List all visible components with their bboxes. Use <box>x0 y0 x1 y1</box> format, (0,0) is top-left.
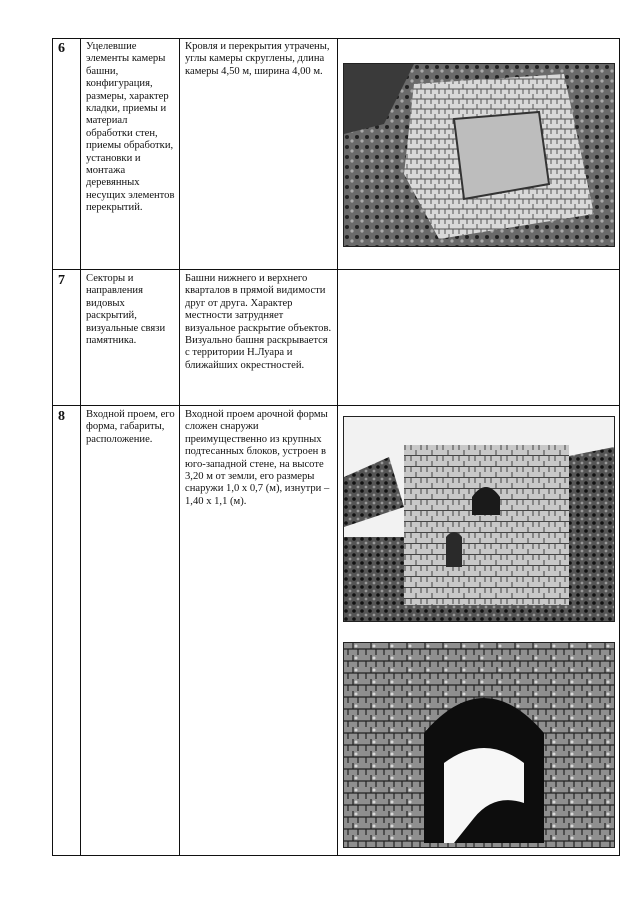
monument-table <box>52 38 620 856</box>
photo-entrance-arch <box>343 642 615 848</box>
row-criterion: Секторы и направления видовых раскрытий, визуальные связи памятника. <box>86 273 166 347</box>
table-border-top <box>52 38 620 39</box>
column-divider <box>337 38 338 856</box>
row-criterion: Уцелевшие элементы камеры башни, конфигурация, размеры, характер кладки, приемы и материал обработки стен, приемы обработки, установки и монтажа деревянных несущих элементов перекрытий. <box>86 41 175 214</box>
table-border-right <box>619 38 620 856</box>
row-criterion: Входной проем, его форма, габариты, расположение. <box>86 409 175 445</box>
column-divider <box>179 38 180 856</box>
row-description: Кровля и перекрытия утрачены, углы камеры скруглены, длина камеры 4,50 м, ширина 4,00 м. <box>185 41 330 77</box>
table-border-bottom <box>52 855 620 856</box>
row-description: Башни нижнего и верхнего кварталов в прямой видимости друг от друга. Характер местности затрудняет визуальное раскрытие объектов. Визуально башня раскрывается с территории Н.Луара и ближайших окрестностей. <box>185 273 332 371</box>
row-number: 7 <box>58 273 65 288</box>
row-number: 8 <box>58 409 65 424</box>
table-border-left <box>52 38 53 856</box>
column-divider <box>80 38 81 856</box>
row-divider <box>52 405 620 406</box>
row-description: Входной проем арочной формы сложен снаружи преимущественно из крупных подтесанных блоков, устроен в юго-западной стене, на высоте 3,20 м от земли, его размеры снаружи 1,0 х 0,7 (м), изнутри – 1,40 х 1,1 (м). <box>185 409 330 507</box>
photo-tower-chamber <box>343 63 615 247</box>
row-divider <box>52 269 620 270</box>
photo-tower-facade <box>343 416 615 622</box>
row-number: 6 <box>58 41 65 56</box>
